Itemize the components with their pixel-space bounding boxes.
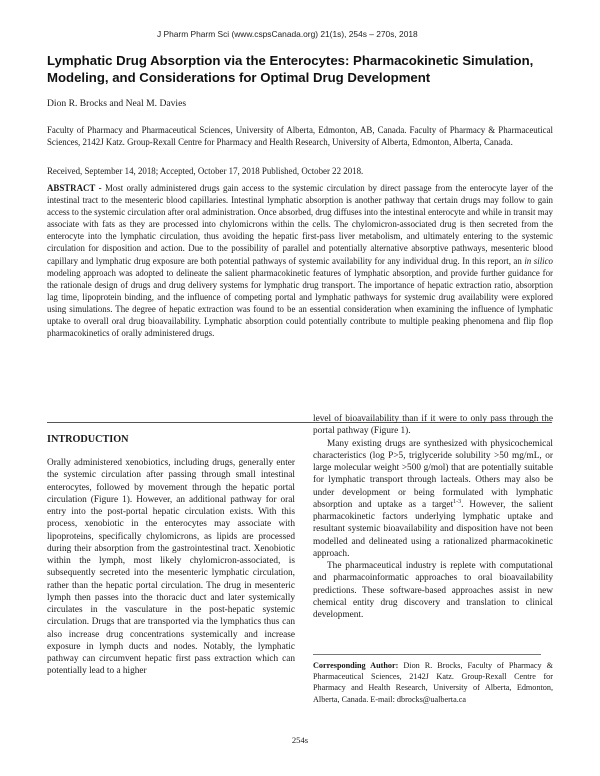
abstract-text-2: modeling approach was adopted to delineate the salient pharmacokinetic features of lymphatic absorption, and provide further guidance for the rationale design of drugs and drug delivery systems for lymphatic drug transport. The importance of hepatic extraction ratio, absorption lag time, lipoprotein binding, and the influence of competing portal and lymphatic pathways for systemic drug availability were explored using simulations. The degree of hepatic extraction was found to be an essential consideration when examining the influence of lymphatic uptake to overall oral drug bioavailability. Lymphatic absorption could potentially contribute to multiple peaking phenomena and flip flop pharmacokinetics of orally administered drugs. (47, 267, 553, 339)
intro-paragraph-2: level of bioavailability than if it were to only pass through the portal pathway (Figure 1). (313, 414, 553, 437)
article-title: Lymphatic Drug Absorption via the Enterocytes: Pharmacokinetic Simulation, Modeling, and Considerations for Optimal Drug Development (47, 53, 534, 85)
corresponding-label: Corresponding Author: (313, 661, 399, 670)
page-number: 254s (291, 735, 309, 745)
introduction-heading: INTRODUCTION (47, 434, 129, 445)
intro-paragraph-1: Orally administered xenobiotics, including drugs, generally enter the systemic circulation after passing through small intestinal enterocytes, followed by movement through the hepatic portal circulation (Figure 1). However, an additional pathway for oral entry into the post-portal hepatic circulation exists. With this process, xenobiotic in the enterocytes may associate with lipoproteins, specifically chylomicrons, as lipids are processed during their absorption from the gastrointestinal tract. Xenobiotic within the lymph, most likely chylomicron-associated, is subsequently secreted into the mesenteric lymphatic circulation, rather than the hepatic portal circulation. The drug in mesenteric lymph then passes into the thoracic duct and later systemically circulates in the vasculature in the post-hepatic systemic circulation. Drugs that are transported via the lymphatics thus can also increase drug concentrations systemically and increase exposure in lymph ducts and nodes. Notably, the lymphatic pathway can circumvent hepatic first pass extraction which can potentially lead to a higher (47, 458, 295, 677)
footnote-divider (313, 654, 541, 655)
citation-superscript: 1-3 (453, 498, 462, 505)
intro-paragraph-4: The pharmaceutical industry is replete with computational and pharmacoinformatic approaches to oral bioavailability predictions. These software-based approaches assist in new chemical entity drug discovery and translation to clinical development. (313, 561, 553, 620)
journal-reference: J Pharm Pharm Sci (www.cspsCanada.org) 21(1s), 254s – 270s, 2018 (157, 29, 418, 39)
intro-paragraph-3 (313, 438, 553, 561)
para3-text-1: Many existing drugs are synthesized with physicochemical characteristics (log P>5, triglyceride solubility >50 mg/mL, or large molecular weight >500 g/mol) that are potentially suitable for lymphatic transport through lacteals. Others may also be under development or being formulated with lymphatic absorption and uptake as a target (313, 438, 553, 510)
abstract (47, 182, 553, 339)
abstract-text-1: Most orally administered drugs gain access to the systemic circulation by direct passage from the enterocyte layer of the intestinal tract to the mesenteric blood capillaries. Intestinal lymphatic absorption is another pathway that certain drugs may follow to gain access to the systemic circulation after oral administration. Once absorbed, drug diffuses into the intestinal enterocyte and while in transit may associate with fats as they are processed into chylomicrons within the cells. The chylomicron-associated drug is then secreted from the enterocyte into the lymphatic circulation, thus avoiding the hepatic first-pass liver metabolism, and ultimately entering to the systemic circulation for disposition and action. Due to the possibility of parallel and potentially alternative absorptive pathways, mesenteric blood capillary and lymphatic drug exposure are both potential pathways of systemic availability for any individual drug. In this report, an (47, 183, 553, 266)
abstract-label: ABSTRACT - (47, 183, 102, 193)
right-column (313, 413, 553, 621)
author-affiliation: Faculty of Pharmacy and Pharmaceutical Sciences, University of Alberta, Edmonton, AB, Canada. Faculty of Pharmacy & Pharmaceutical Sciences, 2142J Katz. Group-Rexall Centre for Pharmacy and Health Research, University of Alberta, Edmonton, Alberta, Canada. (47, 125, 553, 147)
article-authors: Dion R. Brocks and Neal M. Davies (47, 98, 187, 109)
left-column (47, 434, 295, 678)
article-dates: Received, September 14, 2018; Accepted, October 17, 2018 Published, October 22 2018. (47, 166, 364, 176)
corresponding-text: Dion R. Brocks, Faculty of Pharmacy & Pharmaceutical Sciences, 2142J Katz. Group-Rexall Centre for Pharmacy and Health Research, University of Alberta, Edmonton, Alberta, Canada. E-mail: dbrocks@ualberta.ca (313, 661, 553, 704)
corresponding-author (313, 660, 553, 705)
abstract-italic: in silico (524, 255, 553, 266)
para3-text-2: . However, the salient pharmacokinetic factors underlying lymphatic uptake and resultant systemic bioavailability and disposition have not been modelled and delineated using a rationalized pharmacokinetic approach. (313, 499, 553, 559)
